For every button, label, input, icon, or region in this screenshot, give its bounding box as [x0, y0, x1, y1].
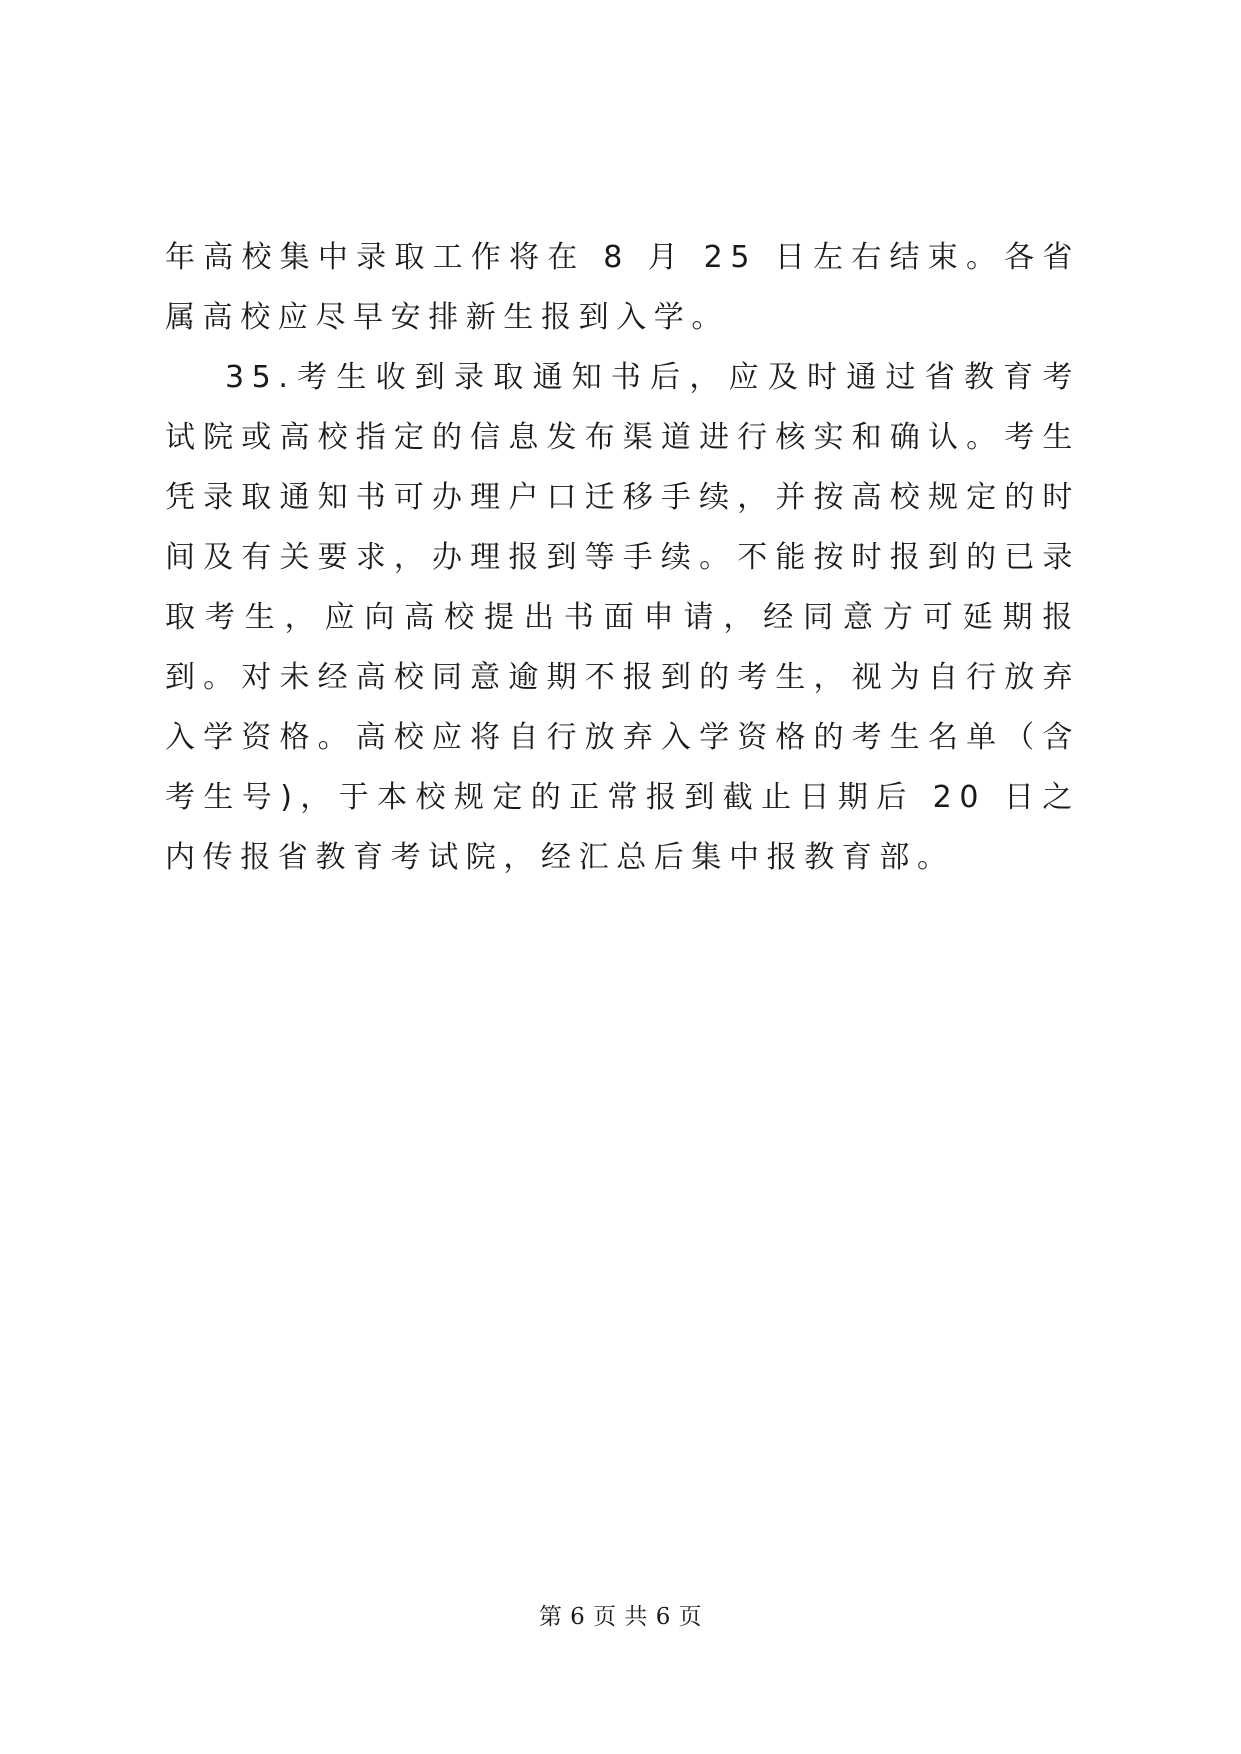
page-footer: 第 6 页 共 6 页: [538, 1604, 703, 1630]
paragraph-continuation: 年高校集中录取工作将在 8 月 25 日左右结束。各省属高校应尽早安排新生报到入学。: [165, 240, 1080, 335]
paragraph-item-35: 35.考生收到录取通知书后，应及时通过省教育考试院或高校指定的信息发布渠道进行核实和确认。考生凭录取通知书可办理户口迁移手续，并按高校规定的时间及有关要求，办理报到等手续。不能按时报到的已录取考生，应向高校提出书面申请，经同意方可延期报到。对未经高校同意逾期不报到的考生，视为自行放弃入学资格。高校应将自行放弃入学资格的考生名单（含考生号)，于本校规定的正常报到截止日期后 20 日之内传报省教育考试院，经汇总后集中报教育部。: [165, 360, 1080, 875]
document-body: [165, 228, 1080, 888]
